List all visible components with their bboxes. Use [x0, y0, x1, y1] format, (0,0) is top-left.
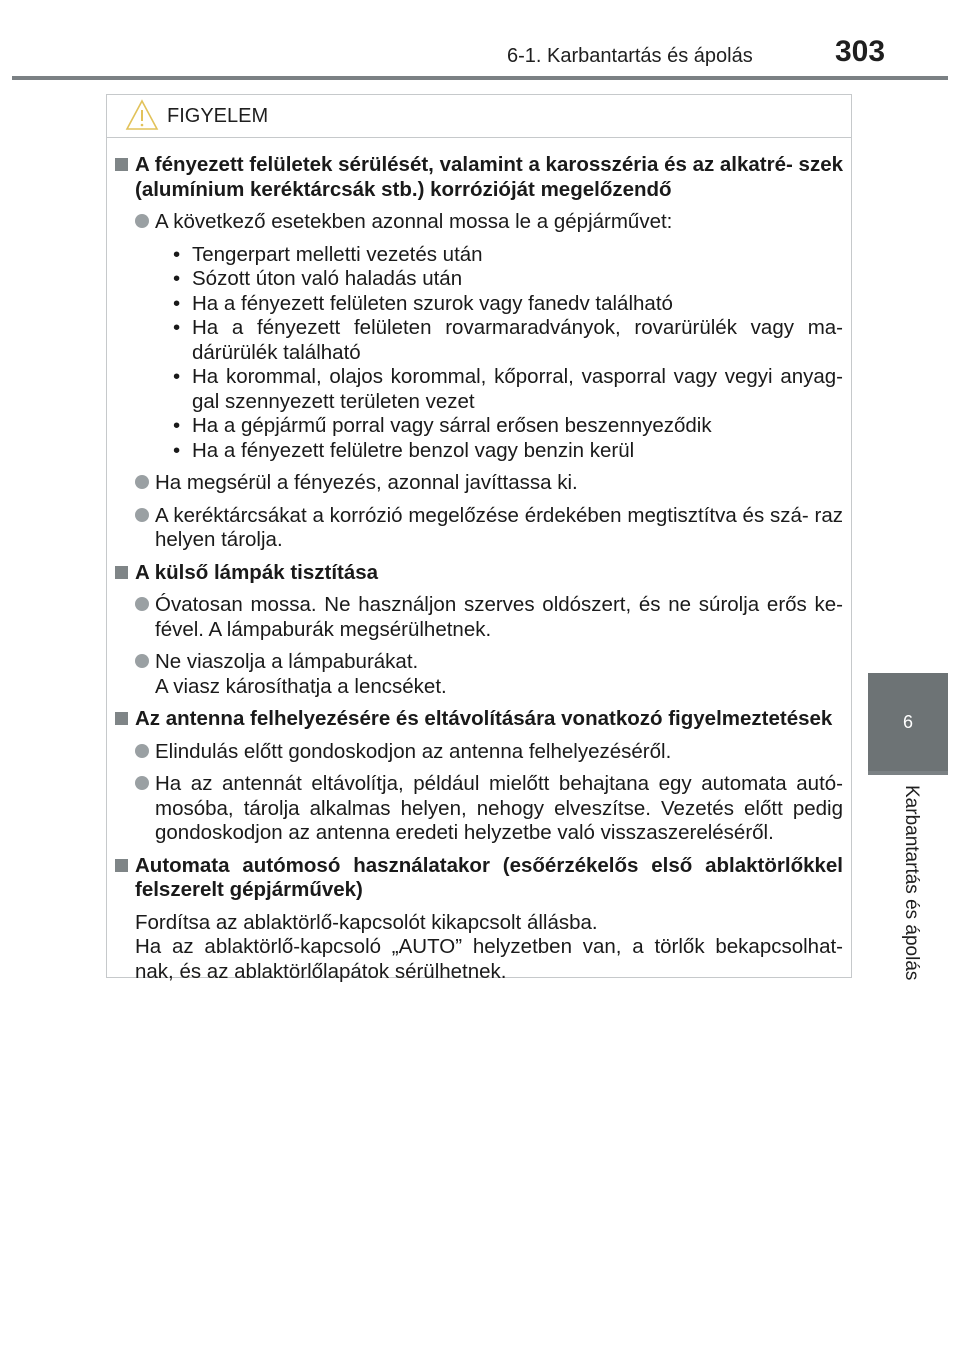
sub-list-item: • Sózott úton való haladás után — [173, 267, 843, 292]
list-item-text: A következő esetekben azonnal mossa le a gépjárművet: — [155, 210, 673, 233]
warning-triangle-icon — [125, 99, 159, 131]
list-item — [135, 593, 843, 642]
section-title: A fényezett felületek sérülését, valamint a karosszéria és az alkatré- szek (alumínium keréktárcsák stb.) korrózióját megelőzendő — [135, 153, 843, 201]
sub-list-item: • Tengerpart melletti vezetés után — [173, 243, 843, 268]
section-title: Automata autómosó használatakor (esőérzékelős első ablaktörlőkkel felszerelt gépjárművek) — [135, 853, 843, 901]
square-bullet-icon — [115, 712, 128, 725]
square-bullet-icon — [115, 158, 128, 171]
warning-section — [115, 153, 843, 553]
square-bullet-icon — [115, 859, 128, 872]
list-item-text: Ha megsérül a fényezés, azonnal javíttassa ki. — [155, 471, 578, 494]
list-item — [135, 772, 843, 846]
sub-list — [135, 243, 843, 464]
list-item-text: Óvatosan mossa. Ne használjon szerves oldószert, és ne súrolja erős ke- fével. A lámpaburák megsérülhetnek. — [155, 593, 843, 641]
chapter-number: 6 — [902, 711, 913, 732]
round-bullet-icon — [135, 744, 149, 758]
sub-list-item: • Ha a fényezett felületen szurok vagy fanedv található — [173, 292, 843, 317]
round-bullet-icon — [135, 776, 149, 790]
sub-list-item: • Ha korommal, olajos korommal, kőporral, vasporral vagy vegyi anyag- gal szennyezett területen vezet — [173, 365, 843, 414]
chapter-tab — [868, 673, 948, 771]
sub-list-item: • Ha a fényezett felületre benzol vagy benzin kerül — [173, 439, 843, 464]
list-item — [135, 210, 843, 235]
list-item-text: A keréktárcsákat a korrózió megelőzése érdekében megtisztítva és szá- raz helyen tárolja. — [155, 503, 843, 551]
section-title: Az antenna felhelyezésére és eltávolítására vonatkozó figyelmeztetések — [135, 707, 833, 730]
list-item — [135, 740, 843, 765]
side-rule — [868, 771, 948, 775]
warning-title: FIGYELEM — [167, 105, 269, 127]
chapter-label: Karbantartás és ápolás — [901, 785, 922, 981]
header-rule — [12, 76, 948, 80]
warning-section — [115, 854, 843, 985]
sub-list-item: • Ha a gépjármű porral vagy sárral erősen beszennyeződik — [173, 414, 843, 439]
warning-section — [115, 561, 843, 700]
square-bullet-icon — [115, 566, 128, 579]
round-bullet-icon — [135, 214, 149, 228]
round-bullet-icon — [135, 654, 149, 668]
section-title: A külső lámpák tisztítása — [135, 560, 379, 584]
list-item-text: Ne viaszolja a lámpaburákat. A viasz károsíthatja a lencséket. — [155, 650, 447, 698]
warning-box — [106, 94, 852, 983]
list-item-text: Ha az antennát eltávolítja, például mielőtt behajtana egy automata autó- mosóba, tárolja alkalmas helyen, nehogy elveszítse. Vezetés előtt pedig gondoskodjon az antenna eredeti helyzetbe való visszaszereléséről. — [155, 772, 843, 844]
warning-header — [107, 95, 851, 138]
sub-list-item: • Ha a fényezett felületen rovarmaradványok, rovarürülék vagy ma- dárürülék található — [173, 316, 843, 365]
warning-body — [115, 153, 843, 992]
round-bullet-icon — [135, 597, 149, 611]
round-bullet-icon — [135, 508, 149, 522]
section-text: Fordítsa az ablaktörlő-kapcsolót kikapcsolt állásba. Ha az ablaktörlő-kapcsoló „AUTO” helyzetben van, a törlők bekapcsolhat- nak, és az ablaktörlőlapátok sérülhetnek. — [135, 910, 843, 983]
section-title: 6-1. Karbantartás és ápolás — [507, 45, 753, 67]
list-item — [135, 471, 843, 496]
list-item — [135, 650, 843, 699]
round-bullet-icon — [135, 475, 149, 489]
list-item — [135, 504, 843, 553]
warning-section — [115, 707, 843, 846]
list-item-text: Elindulás előtt gondoskodjon az antenna felhelyezéséről. — [155, 739, 672, 763]
page-number: 303 — [835, 35, 886, 68]
